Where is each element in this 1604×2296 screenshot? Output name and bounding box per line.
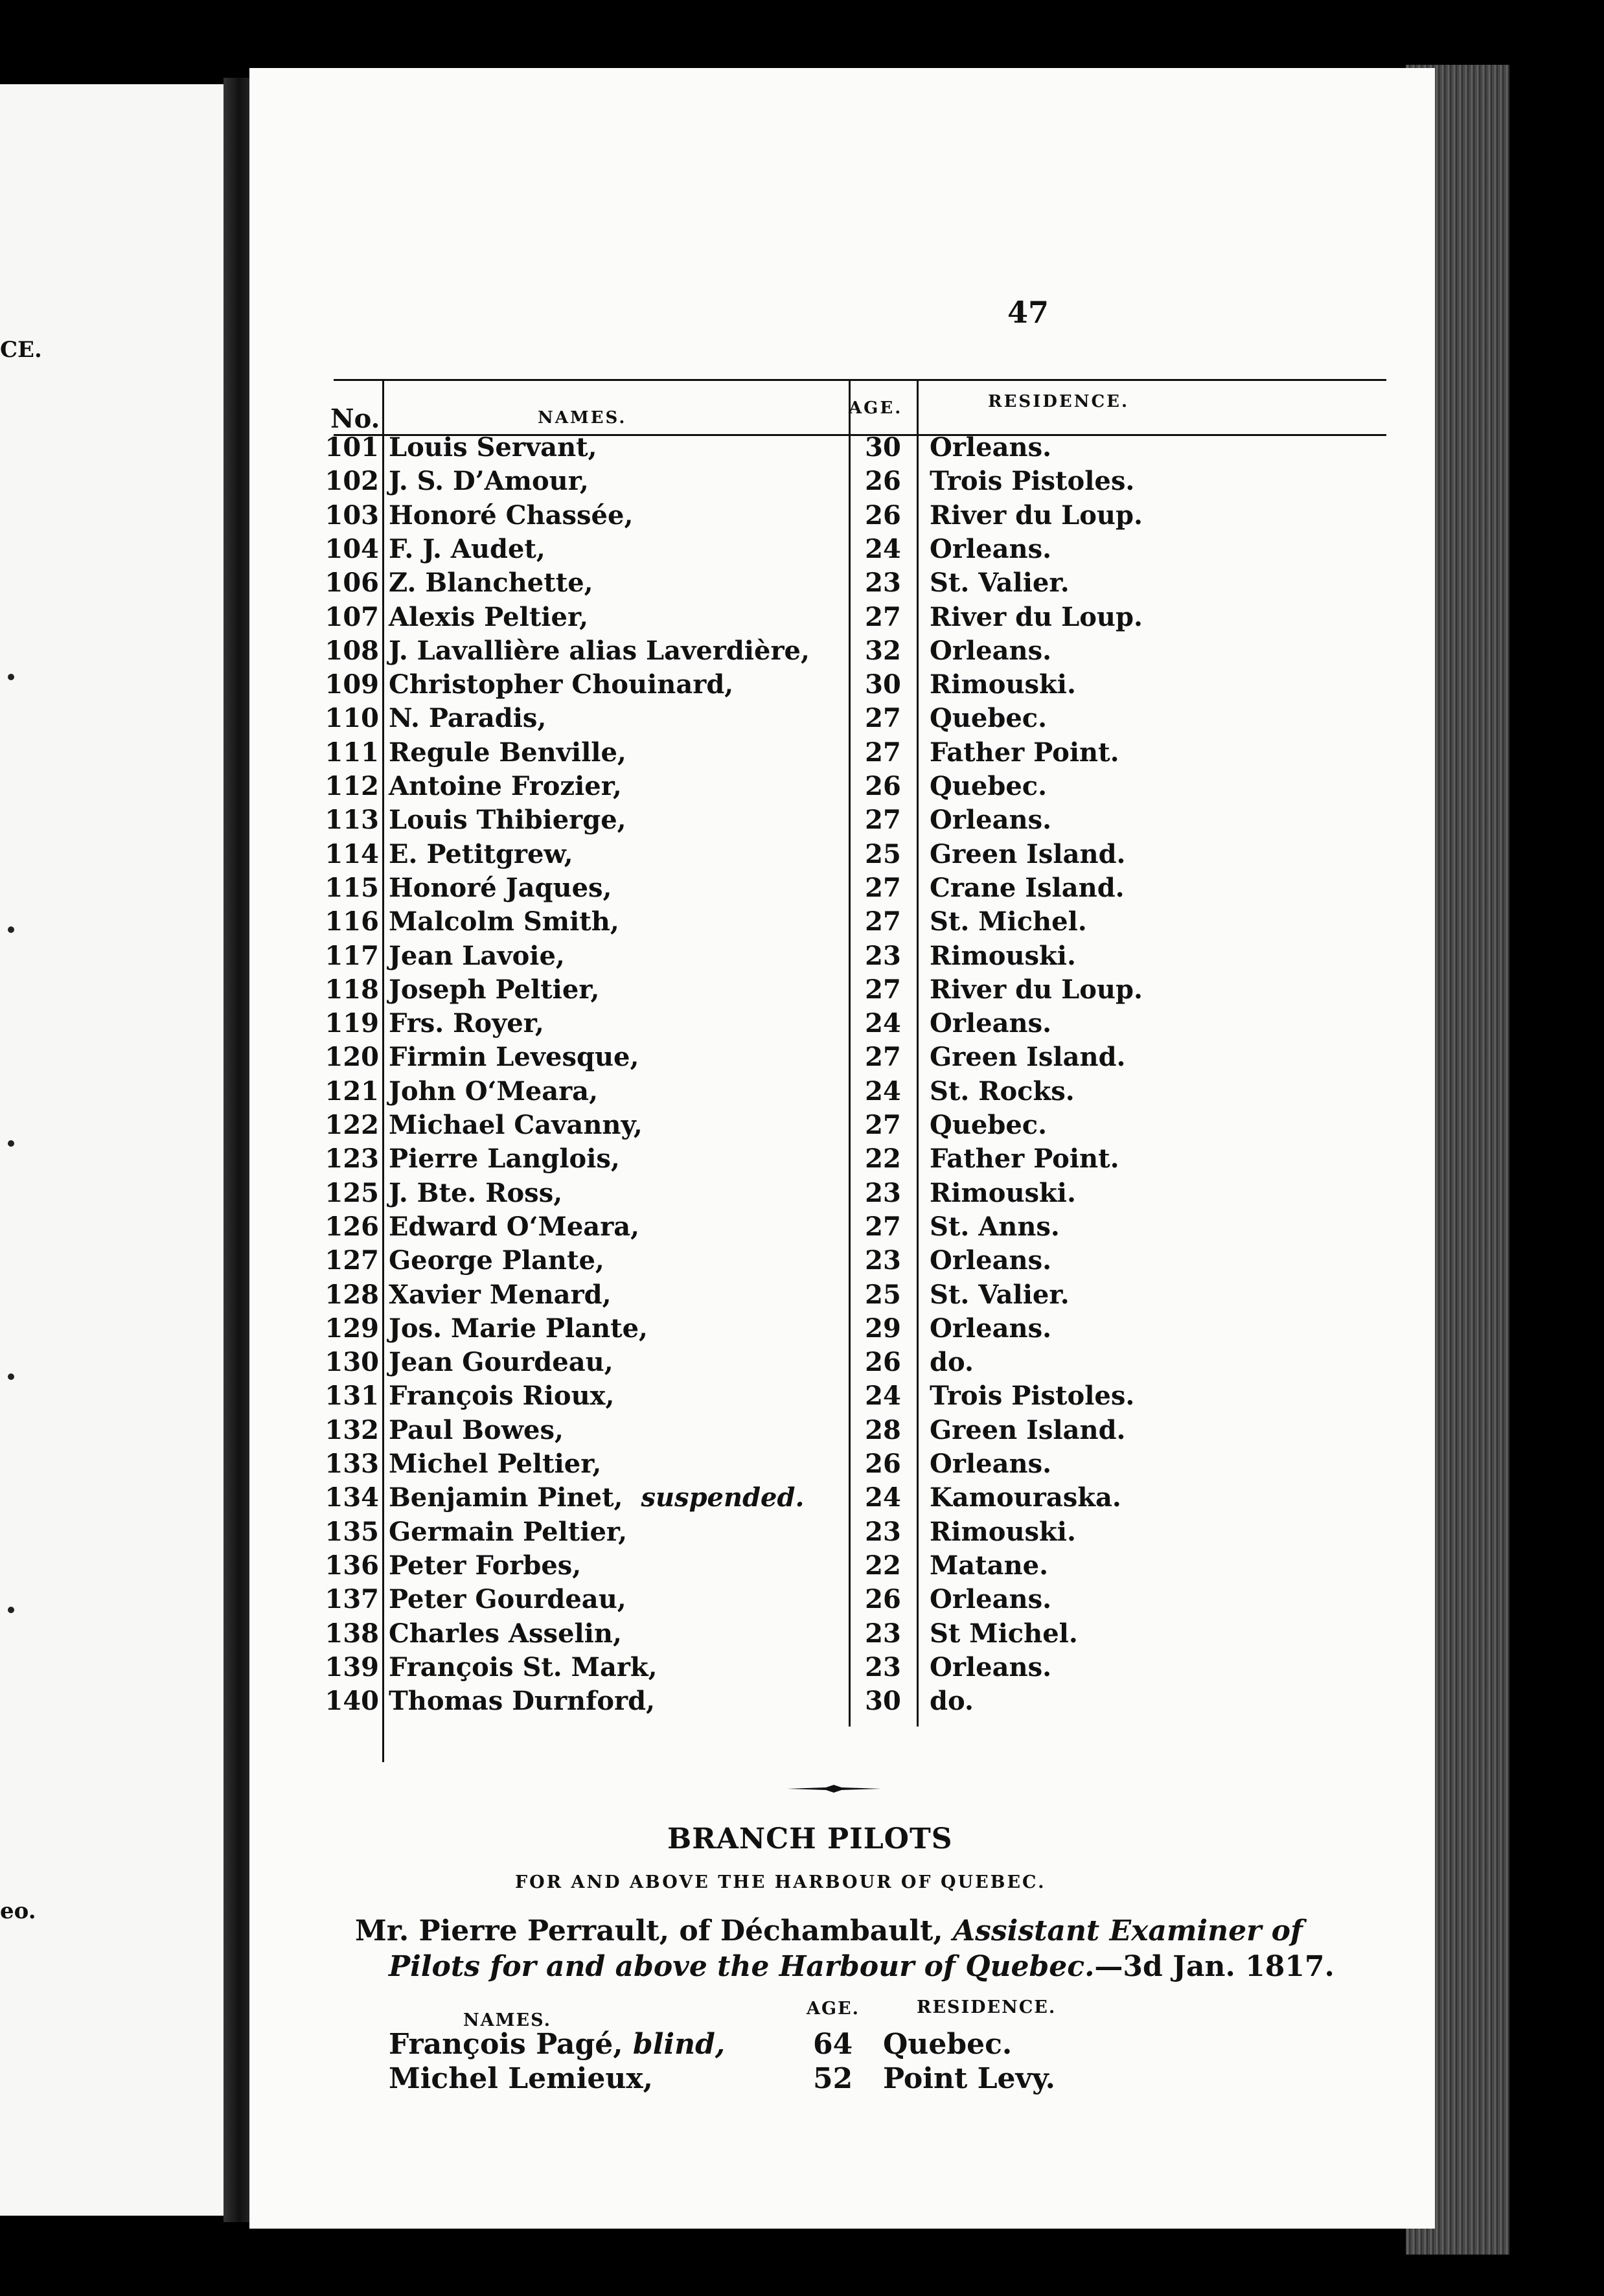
pilot-name: Jean Gourdeau, bbox=[389, 1347, 613, 1378]
pilot-number: 112 bbox=[325, 771, 379, 801]
pilot-name: Louis Thibierge, bbox=[389, 805, 626, 836]
pilot-name-cell bbox=[389, 601, 588, 634]
pilot-age: 28 bbox=[865, 1414, 901, 1445]
pilot-name-cell bbox=[389, 736, 626, 770]
pilot-name: Antoine Frozier, bbox=[389, 771, 622, 801]
table-row bbox=[249, 499, 1435, 533]
table-row bbox=[249, 601, 1435, 634]
pilot-residence: Matane. bbox=[930, 1550, 1049, 1581]
pilot-number: 129 bbox=[325, 1313, 379, 1344]
pilot-residence: River du Loup. bbox=[930, 974, 1143, 1005]
branch-age: 64 bbox=[813, 2028, 853, 2061]
pilot-name-cell bbox=[389, 803, 626, 837]
pilot-residence: Kamouraska. bbox=[930, 1482, 1121, 1513]
pilot-age: 30 bbox=[865, 669, 901, 700]
pilot-residence: Father Point. bbox=[930, 737, 1119, 768]
pilot-residence: Rimouski. bbox=[930, 940, 1076, 971]
pilot-number: 125 bbox=[325, 1177, 379, 1208]
ornament-divider bbox=[787, 1785, 881, 1793]
pilot-age: 26 bbox=[865, 1347, 901, 1378]
pilot-age: 26 bbox=[865, 466, 901, 497]
pilot-residence: Orleans. bbox=[930, 1584, 1052, 1615]
table-row bbox=[249, 1312, 1435, 1346]
pilot-name: Z. Blanchette, bbox=[389, 568, 593, 599]
pilot-name: Benjamin Pinet, bbox=[389, 1482, 623, 1513]
pilot-residence: Rimouski. bbox=[930, 669, 1076, 700]
pilot-name: Peter Gourdeau, bbox=[389, 1584, 626, 1615]
previous-page-header-fragment: CE. bbox=[0, 337, 42, 363]
pilot-number: 102 bbox=[325, 466, 379, 497]
branch-row bbox=[389, 2062, 653, 2095]
pilot-name-cell bbox=[389, 1007, 544, 1040]
pilot-name-cell bbox=[389, 1481, 804, 1515]
pilot-age: 29 bbox=[865, 1313, 901, 1344]
pilot-residence: St. Valier. bbox=[930, 568, 1070, 599]
pilot-name-cell bbox=[389, 1549, 581, 1583]
pilot-age: 26 bbox=[865, 1449, 901, 1479]
pilot-residence: Quebec. bbox=[930, 771, 1048, 801]
examiner-line-1 bbox=[355, 1914, 1303, 1947]
table-row bbox=[249, 1583, 1435, 1616]
table-row bbox=[249, 634, 1435, 668]
pilot-residence: St. Rocks. bbox=[930, 1075, 1075, 1107]
pilot-number: 130 bbox=[325, 1347, 379, 1378]
pilot-name: Michael Cavanny, bbox=[389, 1110, 643, 1140]
pilot-name: N. Paradis, bbox=[389, 703, 547, 734]
pilot-name-cell bbox=[389, 838, 573, 871]
pilot-name-cell bbox=[389, 1040, 639, 1074]
branch-residence: Quebec. bbox=[883, 2028, 1013, 2061]
pilot-number: 122 bbox=[325, 1110, 379, 1140]
table-row bbox=[249, 1108, 1435, 1142]
table-row bbox=[249, 1210, 1435, 1244]
pilot-number: 137 bbox=[325, 1584, 379, 1615]
table-row bbox=[249, 1447, 1435, 1481]
table-row bbox=[249, 566, 1435, 600]
pilot-age: 23 bbox=[865, 1651, 901, 1682]
pilot-age: 23 bbox=[865, 1516, 901, 1547]
pilot-age: 24 bbox=[865, 533, 901, 564]
table-row bbox=[249, 1481, 1435, 1515]
table-row bbox=[249, 1684, 1435, 1718]
pilot-residence: Trois Pistoles. bbox=[930, 1381, 1135, 1412]
pilot-residence: Orleans. bbox=[930, 635, 1052, 666]
pilot-name-cell bbox=[389, 1177, 562, 1210]
pilot-residence: Crane Island. bbox=[930, 872, 1125, 903]
pilot-number: 138 bbox=[325, 1618, 379, 1649]
pilot-name-cell bbox=[389, 1312, 648, 1346]
branch-name: François Pagé, bbox=[389, 2028, 623, 2061]
pilot-age: 27 bbox=[865, 1042, 901, 1073]
pilot-name-cell bbox=[389, 1684, 655, 1718]
pilot-name: Frs. Royer, bbox=[389, 1008, 544, 1039]
examiner-name: Mr. Pierre Perrault, of Déchambault, bbox=[355, 1914, 943, 1947]
pilot-number: 113 bbox=[325, 805, 379, 836]
pilot-name: Alexis Peltier, bbox=[389, 601, 589, 632]
pilot-name: Peter Forbes, bbox=[389, 1550, 582, 1581]
pilot-age: 25 bbox=[865, 1279, 901, 1310]
pilot-residence: St Michel. bbox=[930, 1618, 1078, 1649]
table-row bbox=[249, 939, 1435, 973]
pilot-age: 30 bbox=[865, 1686, 901, 1717]
table-row bbox=[249, 533, 1435, 566]
pilot-age: 23 bbox=[865, 1245, 901, 1276]
branch-header-age: AGE. bbox=[807, 1999, 860, 2019]
pilot-age: 24 bbox=[865, 1075, 901, 1107]
branch-header-names: NAMES. bbox=[463, 2010, 552, 2030]
pilot-residence: Father Point. bbox=[930, 1143, 1119, 1175]
pilot-name: Michel Peltier, bbox=[389, 1449, 602, 1479]
table-top-rule bbox=[334, 379, 1386, 381]
book-gutter bbox=[223, 78, 249, 2222]
pilot-name-cell bbox=[389, 1379, 614, 1413]
pilot-name: Germain Peltier, bbox=[389, 1516, 627, 1547]
pilot-number: 108 bbox=[325, 635, 379, 666]
pilot-name: J. Bte. Ross, bbox=[389, 1177, 563, 1208]
pilot-name-cell bbox=[389, 566, 593, 600]
pilot-number: 111 bbox=[325, 737, 379, 768]
pilot-number: 123 bbox=[325, 1143, 379, 1175]
examiner-date: —3d Jan. 1817. bbox=[1094, 1950, 1335, 1983]
pilot-name-cell bbox=[389, 668, 733, 702]
table-row bbox=[249, 431, 1435, 465]
table-row bbox=[249, 1040, 1435, 1074]
table-row bbox=[249, 803, 1435, 837]
table-row bbox=[249, 1549, 1435, 1583]
pilot-number: 106 bbox=[325, 568, 379, 599]
pilot-residence: Quebec. bbox=[930, 703, 1048, 734]
pilot-number: 128 bbox=[325, 1279, 379, 1310]
pilot-residence: Quebec. bbox=[930, 1110, 1048, 1140]
pilot-name: Edward O‘Meara, bbox=[389, 1211, 640, 1242]
pilot-number: 103 bbox=[325, 499, 379, 531]
pilot-age: 23 bbox=[865, 1177, 901, 1208]
table-row bbox=[249, 1177, 1435, 1210]
pilot-number: 127 bbox=[325, 1245, 379, 1276]
pilot-age: 26 bbox=[865, 499, 901, 531]
branch-name: Michel Lemieux, bbox=[389, 2062, 653, 2095]
pilot-name-cell bbox=[389, 1651, 658, 1684]
pilot-name: François St. Mark, bbox=[389, 1651, 658, 1682]
branch-header-residence: RESIDENCE. bbox=[917, 1997, 1057, 2017]
pilot-name: J. S. D’Amour, bbox=[389, 466, 589, 497]
pilot-number: 135 bbox=[325, 1516, 379, 1547]
pilot-number: 101 bbox=[325, 432, 379, 463]
pilot-residence: St. Michel. bbox=[930, 906, 1087, 937]
pilot-name: Paul Bowes, bbox=[389, 1414, 564, 1445]
pilot-residence: River du Loup. bbox=[930, 601, 1143, 632]
table-row bbox=[249, 1244, 1435, 1278]
pilot-number: 117 bbox=[325, 940, 379, 971]
table-row bbox=[249, 1515, 1435, 1549]
previous-page bbox=[0, 84, 223, 2216]
pilot-age: 30 bbox=[865, 432, 901, 463]
branch-age: 52 bbox=[813, 2062, 853, 2095]
branch-residence: Point Levy. bbox=[883, 2062, 1055, 2095]
pilot-note: suspended. bbox=[641, 1482, 805, 1513]
pilot-name: George Plante, bbox=[389, 1245, 604, 1276]
pilot-name: Charles Asselin, bbox=[389, 1618, 622, 1649]
pilot-age: 24 bbox=[865, 1381, 901, 1412]
pilot-age: 24 bbox=[865, 1482, 901, 1513]
pilot-name-cell bbox=[389, 1447, 601, 1481]
table-row bbox=[249, 871, 1435, 905]
pilot-name: Xavier Menard, bbox=[389, 1279, 612, 1310]
table-row bbox=[249, 1379, 1435, 1413]
pilot-number: 114 bbox=[325, 838, 379, 869]
pilot-age: 27 bbox=[865, 737, 901, 768]
pilot-number: 116 bbox=[325, 906, 379, 937]
pilot-name: Christopher Chouinard, bbox=[389, 669, 734, 700]
pilot-number: 115 bbox=[325, 872, 379, 903]
pilot-name-cell bbox=[389, 499, 633, 533]
examiner-title-part-2: Pilots for and above the Harbour of Quebec. bbox=[389, 1950, 1095, 1983]
pilot-age: 26 bbox=[865, 1584, 901, 1615]
ink-dot bbox=[8, 926, 14, 933]
pilot-age: 27 bbox=[865, 1110, 901, 1140]
pilot-name: Pierre Langlois, bbox=[389, 1143, 620, 1175]
pilot-name-cell bbox=[389, 1583, 626, 1616]
pilot-residence: Trois Pistoles. bbox=[930, 466, 1135, 497]
pilot-number: 104 bbox=[325, 533, 379, 564]
pilot-residence: Orleans. bbox=[930, 432, 1052, 463]
pilot-name-cell bbox=[389, 1075, 598, 1108]
branch-note: blind, bbox=[632, 2028, 726, 2061]
pilot-name: François Rioux, bbox=[389, 1381, 615, 1412]
pilot-name-cell bbox=[389, 973, 599, 1007]
pilot-number: 134 bbox=[325, 1482, 379, 1513]
pilot-residence: Orleans. bbox=[930, 1449, 1052, 1479]
table-row bbox=[249, 1414, 1435, 1447]
pilot-age: 27 bbox=[865, 703, 901, 734]
pilot-name-cell bbox=[389, 905, 619, 939]
branch-row bbox=[389, 2028, 725, 2061]
ink-dot bbox=[8, 1373, 14, 1380]
pilot-age: 22 bbox=[865, 1550, 901, 1581]
pilot-name: Louis Servant, bbox=[389, 432, 597, 463]
pilot-number: 121 bbox=[325, 1075, 379, 1107]
pilot-age: 25 bbox=[865, 838, 901, 869]
pilot-name-cell bbox=[389, 702, 546, 735]
pilot-name-cell bbox=[389, 1515, 627, 1549]
pilot-number: 132 bbox=[325, 1414, 379, 1445]
table-row bbox=[249, 736, 1435, 770]
pilot-name: E. Petitgrew, bbox=[389, 838, 573, 869]
pilot-residence: St. Anns. bbox=[930, 1211, 1060, 1242]
pilot-number: 126 bbox=[325, 1211, 379, 1242]
pilot-name-cell bbox=[389, 1244, 604, 1278]
table-row bbox=[249, 838, 1435, 871]
pilot-age: 24 bbox=[865, 1008, 901, 1039]
pilot-number: 120 bbox=[325, 1042, 379, 1073]
table-row bbox=[249, 1142, 1435, 1176]
table-row bbox=[249, 1007, 1435, 1040]
header-age: AGE. bbox=[849, 398, 903, 418]
pilot-name-cell bbox=[389, 1108, 643, 1142]
pilot-name-cell bbox=[389, 1210, 639, 1244]
pilot-residence: Green Island. bbox=[930, 1042, 1126, 1073]
header-no: No. bbox=[330, 404, 380, 434]
pilot-age: 23 bbox=[865, 568, 901, 599]
pilot-number: 109 bbox=[325, 669, 379, 700]
header-residence: RESIDENCE. bbox=[988, 392, 1130, 411]
branch-pilots-title: BRANCH PILOTS bbox=[667, 1822, 953, 1855]
ink-dot bbox=[8, 1607, 14, 1613]
pilot-age: 27 bbox=[865, 1211, 901, 1242]
table-row bbox=[249, 973, 1435, 1007]
pilot-age: 27 bbox=[865, 601, 901, 632]
pilot-name-cell bbox=[389, 1346, 613, 1379]
pilot-number: 110 bbox=[325, 703, 379, 734]
pilot-name: Regule Benville, bbox=[389, 737, 626, 768]
pilot-name-cell bbox=[389, 871, 612, 905]
table-row bbox=[249, 465, 1435, 498]
pilot-name: Thomas Durnford, bbox=[389, 1686, 655, 1717]
table-row bbox=[249, 905, 1435, 939]
pilot-name-cell bbox=[389, 1617, 622, 1651]
previous-page-bottom-fragment: eo. bbox=[0, 1898, 36, 1924]
pilot-residence: Green Island. bbox=[930, 1414, 1126, 1445]
pilot-name: Honoré Chassée, bbox=[389, 499, 634, 531]
page-number: 47 bbox=[1007, 295, 1049, 330]
pilot-name-cell bbox=[389, 939, 565, 973]
pilot-name-cell bbox=[389, 1142, 620, 1176]
pilot-residence: Orleans. bbox=[930, 1245, 1052, 1276]
table-row bbox=[249, 668, 1435, 702]
pilot-number: 118 bbox=[325, 974, 379, 1005]
pilot-residence: Orleans. bbox=[930, 533, 1052, 564]
pilot-residence: Rimouski. bbox=[930, 1177, 1076, 1208]
pilot-age: 27 bbox=[865, 872, 901, 903]
pilot-name: F. J. Audet, bbox=[389, 533, 545, 564]
pilot-name-cell bbox=[389, 1414, 564, 1447]
pilot-name-cell bbox=[389, 770, 622, 803]
ink-dot bbox=[8, 1140, 14, 1147]
pilot-number: 133 bbox=[325, 1449, 379, 1479]
table-row bbox=[249, 1346, 1435, 1379]
pilot-name: Jean Lavoie, bbox=[389, 940, 565, 971]
pilot-residence: Orleans. bbox=[930, 1651, 1052, 1682]
pilot-residence: River du Loup. bbox=[930, 499, 1143, 531]
table-row bbox=[249, 1651, 1435, 1684]
pilot-number: 119 bbox=[325, 1008, 379, 1039]
table-row bbox=[249, 702, 1435, 735]
pilot-residence: Orleans. bbox=[930, 1008, 1052, 1039]
pilot-name: Malcolm Smith, bbox=[389, 906, 619, 937]
pilot-age: 26 bbox=[865, 771, 901, 801]
pilot-residence: Rimouski. bbox=[930, 1516, 1076, 1547]
pilot-number: 140 bbox=[325, 1686, 379, 1717]
table-row bbox=[249, 1617, 1435, 1651]
pilot-residence: do. bbox=[930, 1347, 974, 1378]
pilot-name: Joseph Peltier, bbox=[389, 974, 600, 1005]
pilot-number: 131 bbox=[325, 1381, 379, 1412]
pilot-number: 107 bbox=[325, 601, 379, 632]
ink-dot bbox=[8, 674, 14, 680]
examiner-title-part-1: Assistant Examiner of bbox=[952, 1914, 1303, 1947]
table-row bbox=[249, 770, 1435, 803]
pilot-age: 27 bbox=[865, 906, 901, 937]
pilot-name-cell bbox=[389, 533, 545, 566]
pilot-age: 22 bbox=[865, 1143, 901, 1175]
pilot-age: 23 bbox=[865, 1618, 901, 1649]
table-row bbox=[249, 1278, 1435, 1312]
pilot-age: 32 bbox=[865, 635, 901, 666]
pilot-residence: do. bbox=[930, 1686, 974, 1717]
pilot-name-cell bbox=[389, 465, 589, 498]
branch-pilots-subtitle: FOR AND ABOVE THE HARBOUR OF QUEBEC. bbox=[515, 1872, 1046, 1892]
table-row bbox=[249, 1075, 1435, 1108]
pilot-name-cell bbox=[389, 1278, 612, 1312]
pilot-name-cell bbox=[389, 431, 597, 465]
pilot-name: John O‘Meara, bbox=[389, 1075, 599, 1107]
pilot-name: J. Lavallière alias Laverdière, bbox=[389, 635, 810, 666]
pilot-number: 139 bbox=[325, 1651, 379, 1682]
pilot-residence: Orleans. bbox=[930, 1313, 1052, 1344]
pilot-residence: Green Island. bbox=[930, 838, 1126, 869]
pilot-number: 136 bbox=[325, 1550, 379, 1581]
pilot-residence: St. Valier. bbox=[930, 1279, 1070, 1310]
pilot-name: Jos. Marie Plante, bbox=[389, 1313, 648, 1344]
pilot-age: 23 bbox=[865, 940, 901, 971]
pilot-age: 27 bbox=[865, 974, 901, 1005]
pilot-residence: Orleans. bbox=[930, 805, 1052, 836]
pilot-age: 27 bbox=[865, 805, 901, 836]
pilot-name: Firmin Levesque, bbox=[389, 1042, 639, 1073]
header-names: NAMES. bbox=[538, 408, 627, 428]
examiner-line-2 bbox=[389, 1950, 1335, 1983]
book-page bbox=[249, 68, 1435, 2229]
pilot-name: Honoré Jaques, bbox=[389, 872, 612, 903]
pilot-name-cell bbox=[389, 634, 810, 668]
